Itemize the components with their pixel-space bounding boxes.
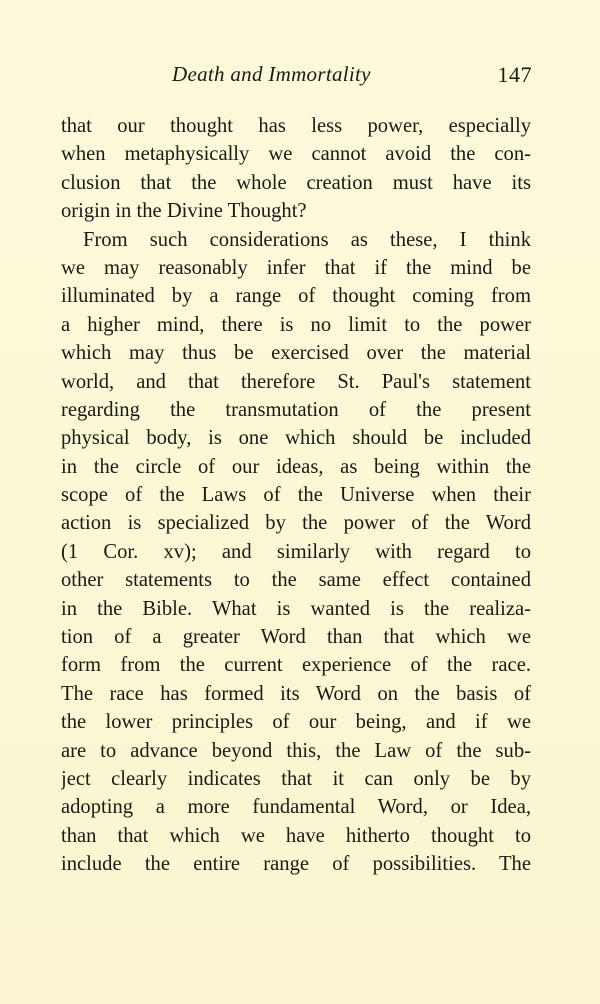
text-line: ject clearly indicates that it can only be by — [61, 767, 531, 790]
text-line: From such considerations as these, I think — [83, 228, 531, 251]
text-line: The race has formed its Word on the basis of — [61, 682, 531, 705]
text-line: world, and that therefore St. Paul's statement — [61, 370, 531, 393]
text-line: the lower principles of our being, and if we — [61, 711, 531, 734]
text-line: in the circle of our ideas, as being within the — [61, 455, 531, 478]
body-text — [61, 112, 531, 879]
text-line: than that which we have hitherto thought to — [61, 824, 531, 847]
text-line: that our thought has less power, especially — [61, 115, 531, 137]
running-head — [60, 62, 532, 92]
running-title: Death and Immortality — [172, 62, 371, 86]
text-line: tion of a greater Word than that which we — [61, 626, 531, 649]
text-line: adopting a more fundamental Word, or Idea, — [61, 796, 531, 819]
text-line: physical body, is one which should be included — [61, 427, 531, 450]
text-line: a higher mind, there is no limit to the power — [61, 313, 531, 336]
text-line: we may reasonably infer that if the mind be — [61, 256, 531, 279]
text-line: form from the current experience of the race. — [61, 654, 531, 677]
text-line: origin in the Divine Thought? — [61, 200, 307, 223]
text-line: regarding the transmutation of the present — [61, 398, 531, 421]
text-line: include the entire range of possibilities. The — [61, 853, 531, 876]
text-line: other statements to the same effect contained — [61, 569, 531, 592]
text-line: (1 Cor. xv); and similarly with regard to — [61, 540, 531, 563]
text-line: in the Bible. What is wanted is the realiza- — [61, 597, 531, 620]
text-line: illuminated by a range of thought coming from — [61, 285, 531, 308]
text-line: are to advance beyond this, the Law of the sub- — [61, 739, 531, 762]
text-line: when metaphysically we cannot avoid the con- — [61, 143, 531, 166]
page-number: 147 — [497, 62, 532, 87]
text-line: scope of the Laws of the Universe when their — [61, 484, 531, 507]
text-line: action is specialized by the power of the Word — [61, 512, 531, 535]
text-line: clusion that the whole creation must have its — [61, 171, 531, 194]
text-line: which may thus be exercised over the material — [61, 342, 531, 365]
